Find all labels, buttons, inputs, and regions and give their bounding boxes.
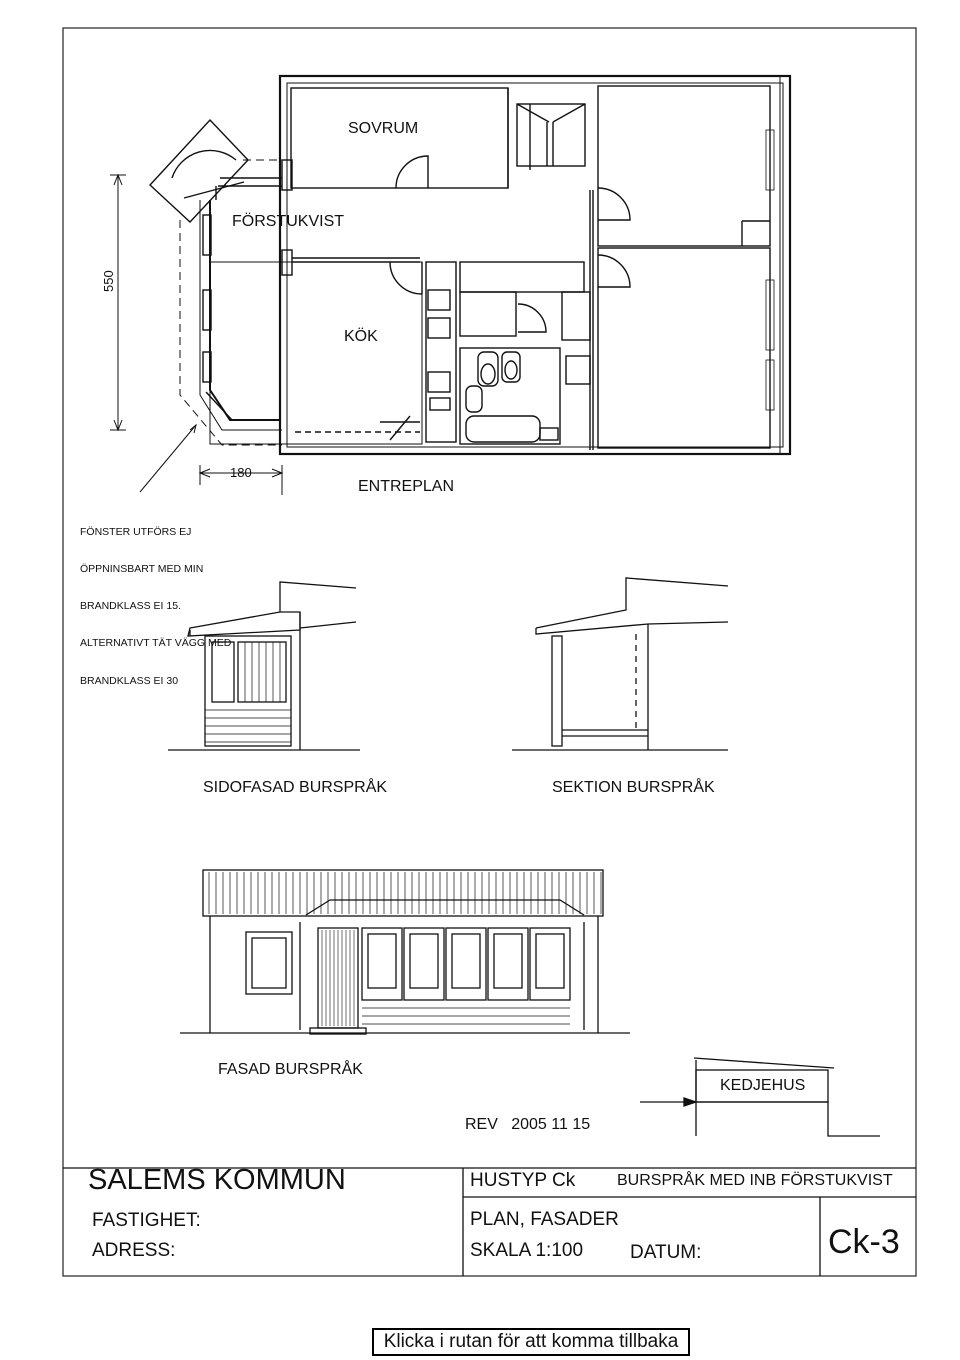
note-line-2: ÖPPNINSBART MED MIN bbox=[80, 563, 204, 576]
side-elevation-label: SIDOFASAD BURSPRÅK bbox=[203, 779, 388, 796]
scale-label: SKALA 1:100 bbox=[470, 1240, 584, 1261]
property-label: FASTIGHET: bbox=[92, 1210, 201, 1231]
floor-plan bbox=[150, 76, 790, 454]
fire-note bbox=[80, 501, 231, 700]
room-label-kok: KÖK bbox=[344, 328, 378, 345]
address-label: ADRESS: bbox=[92, 1240, 176, 1261]
note-line-3: BRANDKLASS EI 15. bbox=[80, 600, 181, 613]
dimension-vertical bbox=[110, 175, 126, 430]
dimension-horizontal-label: 180 bbox=[230, 465, 252, 480]
revision-label: REV 2005 11 15 bbox=[465, 1116, 591, 1133]
drawing-number: Ck-3 bbox=[828, 1223, 900, 1261]
room-label-forstukvist: FÖRSTUKVIST bbox=[232, 213, 345, 230]
note-line-5: BRANDKLASS EI 30 bbox=[80, 674, 179, 687]
house-type: HUSTYP Ck bbox=[470, 1170, 576, 1191]
note-leader bbox=[140, 425, 196, 492]
section-elevation bbox=[512, 578, 728, 750]
front-elevation bbox=[180, 870, 630, 1034]
front-elevation-label: FASAD BURSPRÅK bbox=[218, 1061, 363, 1078]
dimension-vertical-label: 550 bbox=[101, 270, 116, 292]
back-link-button[interactable]: Klicka i rutan för att komma tillbaka bbox=[372, 1328, 690, 1356]
room-label-sovrum: SOVRUM bbox=[348, 120, 419, 137]
plan-title: ENTREPLAN bbox=[358, 478, 455, 495]
kedjehus-inset bbox=[640, 1058, 880, 1136]
section-label: SEKTION BURSPRÅK bbox=[552, 779, 715, 796]
municipality-name: SALEMS KOMMUN bbox=[88, 1164, 346, 1196]
kedjehus-label: KEDJEHUS bbox=[720, 1077, 806, 1094]
note-line-1: FÖNSTER UTFÖRS EJ bbox=[80, 525, 192, 538]
note-line-4: ALTERNATIVT TÄT VÄGG MED bbox=[80, 637, 232, 650]
drawing-description: BURSPRÅK MED INB FÖRSTUKVIST bbox=[617, 1172, 893, 1189]
drawing-title: PLAN, FASADER bbox=[470, 1209, 619, 1230]
date-label: DATUM: bbox=[630, 1242, 702, 1263]
